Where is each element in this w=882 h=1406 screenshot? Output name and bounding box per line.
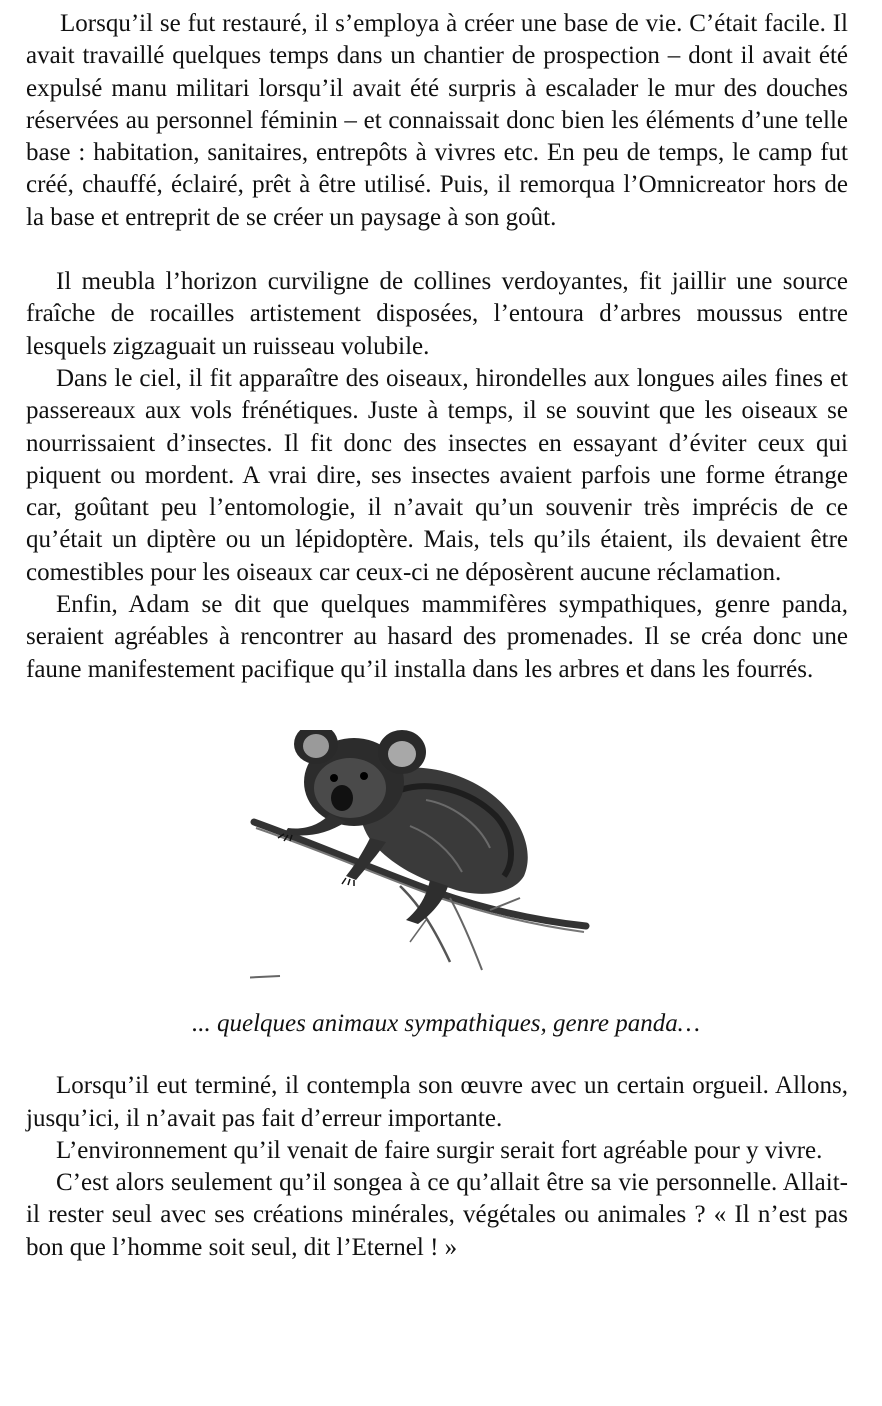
caption-gap [26,1040,848,1070]
paragraph-environnement: L’environnement qu’il venait de faire surgir serait fort agréable pour y vivre. [56,1136,823,1164]
paragraph-orgueil: Lorsqu’il eut terminé, il contempla son œuvre avec un certain orgueil. Allons, jusqu’ici, il n’avait pas fait d’erreur importante. [26,1072,848,1132]
paragraph-oiseaux: Dans le ciel, il fit apparaître des oiseaux, hirondelles aux longues ailes fines et passereaux aux vols frénétiques. Juste à temps, il se souvint que les oiseaux se nourrissaient d’insectes. Il fit donc des insectes en essayant d’éviter ceux qui piquent ou mordent. A vrai dire, ses insectes avaient parfois une forme étrange car, goûtant peu l’entomologie, il n’avait qu’un souvenir très imprécis de ce qu’était un diptère ou un lépidoptère. Mais, tels qu’ils étaient, ils devaient être comestibles pour les oiseaux car ceux-ci ne déposèrent aucune réclamation. [26,364,848,586]
figure [26,714,848,1014]
paragraph-horizon: Il meubla l’horizon curviligne de collines verdoyantes, fit jaillir une source fraîche de rocailles artistement disposées, l’entoura d’arbres moussus entre lesquels zigzaguait un ruisseau volubile. [26,268,848,360]
figure-caption: ... quelques animaux sympathiques, genre panda… [191,1009,701,1037]
paragraph-mammiferes: Enfin, Adam se dit que quelques mammifères sympathiques, genre panda, seraient agréables à rencontrer au hasard des promenades. Il se créa donc une faune manifestement pacifique qu’il installa dans les arbres et dans les fourrés. [26,591,848,683]
koala-illustration-icon [250,730,590,980]
paragraph-gap [26,234,848,266]
paragraph-base-de-vie: Lorsqu’il se fut restauré, il s’employa à créer une base de vie. C’était facile. Il avait travaillé quelques temps dans un chantier de prospection – dont il avait été expulsé manu militari lorsqu’il avait été surpris à escalader le mur des douches réservées au personnel féminin – et connaissait donc bien les éléments d’une telle base : habitation, sanitaires, entrepôts à vivres etc. En peu de temps, le camp fut créé, chauffé, éclairé, prêt à être utilisé. Puis, il remorqua l’Omnicreator hors de la base et entreprit de se créer un paysage à son goût. [26,10,848,231]
document-page [26,8,848,1264]
paragraph-vie-personnelle: C’est alors seulement qu’il songea à ce qu’allait être sa vie personnelle. Allait-il rester seul avec ses créations minérales, végétales ou animales ? « Il n’est pas bon que l’homme soit seul, dit l’Eternel ! » [26,1169,848,1261]
